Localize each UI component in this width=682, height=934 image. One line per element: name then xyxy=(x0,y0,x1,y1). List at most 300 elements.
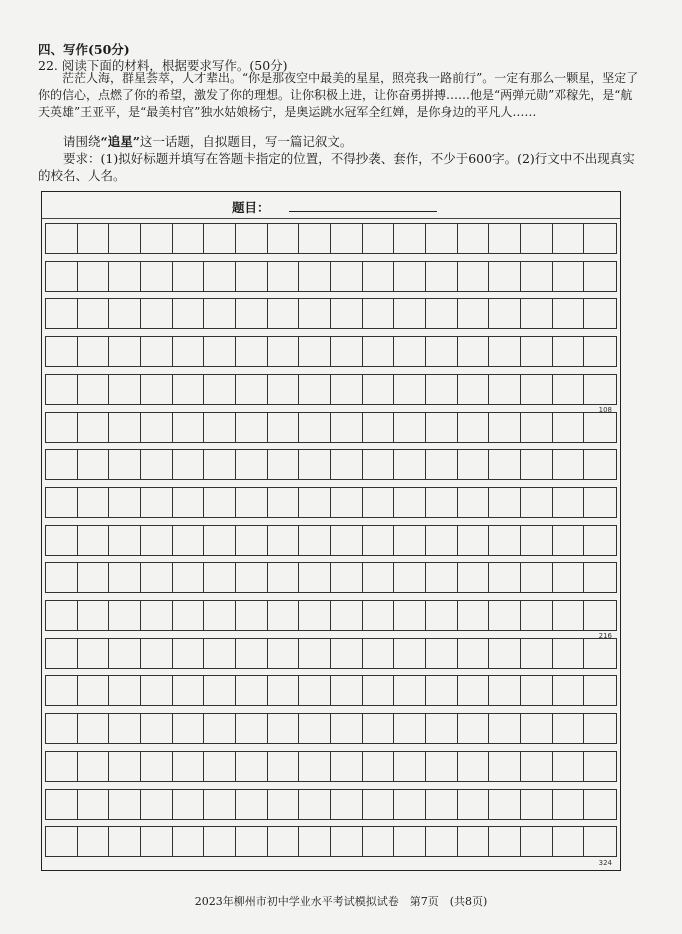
grid-cell[interactable] xyxy=(394,299,426,328)
grid-cell[interactable] xyxy=(173,676,205,705)
grid-cell[interactable] xyxy=(331,714,363,743)
grid-cell[interactable] xyxy=(299,676,331,705)
grid-cell[interactable] xyxy=(78,676,110,705)
grid-cell[interactable] xyxy=(204,752,236,781)
grid-cell[interactable] xyxy=(489,714,521,743)
grid-cell[interactable] xyxy=(331,413,363,442)
grid-cell[interactable] xyxy=(173,262,205,291)
grid-cell[interactable] xyxy=(426,413,458,442)
grid-cell[interactable] xyxy=(394,752,426,781)
grid-cell[interactable] xyxy=(584,299,616,328)
grid-cell[interactable] xyxy=(489,337,521,366)
grid-cell[interactable] xyxy=(173,299,205,328)
grid-cell[interactable] xyxy=(109,563,141,592)
grid-cell[interactable] xyxy=(236,601,268,630)
grid-cell[interactable] xyxy=(46,450,78,479)
grid-cell[interactable] xyxy=(236,827,268,856)
grid-cell[interactable] xyxy=(109,752,141,781)
grid-cell[interactable] xyxy=(363,827,395,856)
grid-cell[interactable] xyxy=(46,827,78,856)
grid-cell[interactable] xyxy=(46,601,78,630)
grid-cell[interactable] xyxy=(268,676,300,705)
grid-cell[interactable] xyxy=(46,224,78,253)
grid-cell[interactable] xyxy=(553,563,585,592)
grid-cell[interactable] xyxy=(299,526,331,555)
grid-cell[interactable] xyxy=(78,413,110,442)
grid-cell[interactable] xyxy=(521,450,553,479)
grid-cell[interactable] xyxy=(521,827,553,856)
grid-cell[interactable] xyxy=(521,714,553,743)
grid-cell[interactable] xyxy=(458,676,490,705)
grid-cell[interactable] xyxy=(331,752,363,781)
grid-cell[interactable] xyxy=(141,488,173,517)
grid-cell[interactable] xyxy=(46,714,78,743)
grid-cell[interactable] xyxy=(363,299,395,328)
grid-cell[interactable] xyxy=(204,790,236,819)
grid-cell[interactable] xyxy=(584,676,616,705)
grid-cell[interactable] xyxy=(268,827,300,856)
grid-cell[interactable] xyxy=(584,752,616,781)
grid-cell[interactable] xyxy=(394,827,426,856)
grid-cell[interactable] xyxy=(109,676,141,705)
grid-cell[interactable] xyxy=(46,752,78,781)
grid-cell[interactable] xyxy=(204,450,236,479)
grid-cell[interactable] xyxy=(46,299,78,328)
grid-cell[interactable] xyxy=(489,526,521,555)
grid-cell[interactable] xyxy=(521,413,553,442)
grid-cell[interactable] xyxy=(204,563,236,592)
grid-cell[interactable] xyxy=(331,676,363,705)
grid-cell[interactable] xyxy=(173,563,205,592)
grid-cell[interactable] xyxy=(173,337,205,366)
grid-cell[interactable] xyxy=(141,526,173,555)
grid-cell[interactable] xyxy=(521,639,553,668)
grid-cell[interactable] xyxy=(394,639,426,668)
grid-cell[interactable] xyxy=(521,601,553,630)
grid-cell[interactable] xyxy=(458,262,490,291)
grid-cell[interactable] xyxy=(584,450,616,479)
grid-cell[interactable] xyxy=(268,563,300,592)
grid-cell[interactable] xyxy=(46,526,78,555)
grid-cell[interactable] xyxy=(331,337,363,366)
grid-cell[interactable] xyxy=(553,752,585,781)
grid-cell[interactable] xyxy=(141,827,173,856)
grid-cell[interactable] xyxy=(268,375,300,404)
grid-cell[interactable] xyxy=(363,676,395,705)
grid-cell[interactable] xyxy=(204,714,236,743)
grid-cell[interactable] xyxy=(109,299,141,328)
grid-cell[interactable] xyxy=(46,262,78,291)
grid-cell[interactable] xyxy=(141,563,173,592)
grid-cell[interactable] xyxy=(331,639,363,668)
grid-cell[interactable] xyxy=(204,262,236,291)
grid-cell[interactable] xyxy=(458,488,490,517)
grid-cell[interactable] xyxy=(331,526,363,555)
grid-cell[interactable] xyxy=(204,676,236,705)
grid-cell[interactable] xyxy=(521,526,553,555)
grid-cell[interactable] xyxy=(173,450,205,479)
grid-cell[interactable] xyxy=(426,224,458,253)
grid-cell[interactable] xyxy=(78,639,110,668)
grid-cell[interactable] xyxy=(426,639,458,668)
grid-cell[interactable] xyxy=(553,676,585,705)
grid-cell[interactable] xyxy=(426,563,458,592)
grid-cell[interactable] xyxy=(141,639,173,668)
grid-cell[interactable] xyxy=(299,224,331,253)
grid-cell[interactable] xyxy=(489,450,521,479)
grid-cell[interactable] xyxy=(109,450,141,479)
grid-cell[interactable] xyxy=(109,413,141,442)
grid-cell[interactable] xyxy=(553,262,585,291)
grid-cell[interactable] xyxy=(426,262,458,291)
grid-cell[interactable] xyxy=(489,827,521,856)
grid-cell[interactable] xyxy=(109,375,141,404)
grid-cell[interactable] xyxy=(331,224,363,253)
grid-cell[interactable] xyxy=(173,224,205,253)
grid-cell[interactable] xyxy=(363,563,395,592)
grid-cell[interactable] xyxy=(584,224,616,253)
grid-cell[interactable] xyxy=(299,827,331,856)
grid-cell[interactable] xyxy=(141,375,173,404)
grid-cell[interactable] xyxy=(521,563,553,592)
grid-cell[interactable] xyxy=(489,563,521,592)
grid-cell[interactable] xyxy=(458,790,490,819)
grid-cell[interactable] xyxy=(78,752,110,781)
grid-cell[interactable] xyxy=(141,752,173,781)
grid-cell[interactable] xyxy=(458,752,490,781)
grid-cell[interactable] xyxy=(331,488,363,517)
grid-cell[interactable] xyxy=(426,676,458,705)
grid-cell[interactable] xyxy=(553,601,585,630)
grid-cell[interactable] xyxy=(331,563,363,592)
grid-cell[interactable] xyxy=(489,299,521,328)
grid-cell[interactable] xyxy=(394,676,426,705)
grid-cell[interactable] xyxy=(204,601,236,630)
grid-cell[interactable] xyxy=(584,413,616,442)
grid-cell[interactable] xyxy=(299,790,331,819)
grid-cell[interactable] xyxy=(109,790,141,819)
grid-cell[interactable] xyxy=(394,526,426,555)
grid-cell[interactable] xyxy=(46,563,78,592)
grid-cell[interactable] xyxy=(299,337,331,366)
grid-cell[interactable] xyxy=(363,375,395,404)
grid-cell[interactable] xyxy=(426,752,458,781)
grid-cell[interactable] xyxy=(521,337,553,366)
grid-cell[interactable] xyxy=(331,601,363,630)
grid-cell[interactable] xyxy=(426,375,458,404)
grid-cell[interactable] xyxy=(78,827,110,856)
grid-cell[interactable] xyxy=(584,488,616,517)
grid-cell[interactable] xyxy=(489,375,521,404)
grid-cell[interactable] xyxy=(173,413,205,442)
grid-cell[interactable] xyxy=(78,563,110,592)
grid-cell[interactable] xyxy=(363,262,395,291)
grid-cell[interactable] xyxy=(299,563,331,592)
grid-cell[interactable] xyxy=(394,601,426,630)
grid-cell[interactable] xyxy=(268,299,300,328)
grid-cell[interactable] xyxy=(458,563,490,592)
grid-cell[interactable] xyxy=(268,526,300,555)
grid-cell[interactable] xyxy=(394,262,426,291)
grid-cell[interactable] xyxy=(109,488,141,517)
grid-cell[interactable] xyxy=(173,639,205,668)
grid-cell[interactable] xyxy=(331,450,363,479)
grid-cell[interactable] xyxy=(236,526,268,555)
grid-cell[interactable] xyxy=(236,299,268,328)
grid-cell[interactable] xyxy=(78,337,110,366)
grid-cell[interactable] xyxy=(299,639,331,668)
grid-cell[interactable] xyxy=(394,413,426,442)
grid-cell[interactable] xyxy=(109,224,141,253)
grid-cell[interactable] xyxy=(236,676,268,705)
grid-cell[interactable] xyxy=(394,714,426,743)
grid-cell[interactable] xyxy=(584,601,616,630)
grid-cell[interactable] xyxy=(46,639,78,668)
grid-cell[interactable] xyxy=(173,488,205,517)
grid-cell[interactable] xyxy=(109,714,141,743)
grid-cell[interactable] xyxy=(109,526,141,555)
grid-cell[interactable] xyxy=(173,526,205,555)
grid-cell[interactable] xyxy=(363,337,395,366)
grid-cell[interactable] xyxy=(584,639,616,668)
grid-cell[interactable] xyxy=(363,526,395,555)
grid-cell[interactable] xyxy=(584,337,616,366)
grid-cell[interactable] xyxy=(299,375,331,404)
grid-cell[interactable] xyxy=(78,601,110,630)
grid-cell[interactable] xyxy=(489,752,521,781)
grid-cell[interactable] xyxy=(46,488,78,517)
grid-cell[interactable] xyxy=(109,337,141,366)
grid-cell[interactable] xyxy=(299,413,331,442)
grid-cell[interactable] xyxy=(521,488,553,517)
grid-cell[interactable] xyxy=(584,563,616,592)
grid-cell[interactable] xyxy=(426,827,458,856)
grid-cell[interactable] xyxy=(204,375,236,404)
grid-cell[interactable] xyxy=(204,337,236,366)
grid-cell[interactable] xyxy=(331,299,363,328)
grid-cell[interactable] xyxy=(426,299,458,328)
grid-cell[interactable] xyxy=(489,262,521,291)
grid-cell[interactable] xyxy=(363,601,395,630)
grid-cell[interactable] xyxy=(394,224,426,253)
grid-cell[interactable] xyxy=(141,299,173,328)
grid-cell[interactable] xyxy=(204,639,236,668)
grid-cell[interactable] xyxy=(458,639,490,668)
grid-cell[interactable] xyxy=(553,827,585,856)
grid-cell[interactable] xyxy=(458,450,490,479)
grid-cell[interactable] xyxy=(236,262,268,291)
grid-cell[interactable] xyxy=(173,752,205,781)
grid-cell[interactable] xyxy=(299,752,331,781)
grid-cell[interactable] xyxy=(141,714,173,743)
grid-cell[interactable] xyxy=(363,790,395,819)
grid-cell[interactable] xyxy=(331,262,363,291)
grid-cell[interactable] xyxy=(394,563,426,592)
grid-cell[interactable] xyxy=(268,224,300,253)
grid-cell[interactable] xyxy=(458,299,490,328)
grid-cell[interactable] xyxy=(553,526,585,555)
grid-cell[interactable] xyxy=(299,488,331,517)
grid-cell[interactable] xyxy=(458,827,490,856)
grid-cell[interactable] xyxy=(141,262,173,291)
grid-cell[interactable] xyxy=(458,413,490,442)
grid-cell[interactable] xyxy=(553,714,585,743)
grid-cell[interactable] xyxy=(268,790,300,819)
grid-cell[interactable] xyxy=(489,488,521,517)
grid-cell[interactable] xyxy=(521,790,553,819)
grid-cell[interactable] xyxy=(489,790,521,819)
grid-cell[interactable] xyxy=(363,639,395,668)
grid-cell[interactable] xyxy=(268,601,300,630)
grid-cell[interactable] xyxy=(458,375,490,404)
grid-cell[interactable] xyxy=(489,676,521,705)
grid-cell[interactable] xyxy=(458,224,490,253)
grid-cell[interactable] xyxy=(78,488,110,517)
grid-cell[interactable] xyxy=(299,450,331,479)
grid-cell[interactable] xyxy=(553,413,585,442)
grid-cell[interactable] xyxy=(204,299,236,328)
grid-cell[interactable] xyxy=(489,639,521,668)
grid-cell[interactable] xyxy=(46,790,78,819)
grid-cell[interactable] xyxy=(363,714,395,743)
grid-cell[interactable] xyxy=(109,262,141,291)
grid-cell[interactable] xyxy=(78,299,110,328)
grid-cell[interactable] xyxy=(521,299,553,328)
grid-cell[interactable] xyxy=(236,563,268,592)
grid-cell[interactable] xyxy=(204,526,236,555)
grid-cell[interactable] xyxy=(521,676,553,705)
grid-cell[interactable] xyxy=(173,714,205,743)
grid-cell[interactable] xyxy=(268,714,300,743)
grid-cell[interactable] xyxy=(584,526,616,555)
grid-cell[interactable] xyxy=(204,224,236,253)
grid-cell[interactable] xyxy=(236,413,268,442)
grid-cell[interactable] xyxy=(141,790,173,819)
grid-cell[interactable] xyxy=(331,790,363,819)
grid-cell[interactable] xyxy=(394,450,426,479)
grid-cell[interactable] xyxy=(46,676,78,705)
grid-cell[interactable] xyxy=(236,375,268,404)
grid-cell[interactable] xyxy=(363,224,395,253)
grid-cell[interactable] xyxy=(236,224,268,253)
grid-cell[interactable] xyxy=(553,488,585,517)
grid-cell[interactable] xyxy=(268,413,300,442)
grid-cell[interactable] xyxy=(458,337,490,366)
grid-cell[interactable] xyxy=(141,337,173,366)
grid-cell[interactable] xyxy=(78,790,110,819)
grid-cell[interactable] xyxy=(394,790,426,819)
grid-cell[interactable] xyxy=(458,601,490,630)
grid-cell[interactable] xyxy=(331,375,363,404)
grid-cell[interactable] xyxy=(426,488,458,517)
grid-cell[interactable] xyxy=(109,639,141,668)
grid-cell[interactable] xyxy=(363,752,395,781)
grid-cell[interactable] xyxy=(553,299,585,328)
grid-cell[interactable] xyxy=(109,601,141,630)
grid-cell[interactable] xyxy=(584,262,616,291)
grid-cell[interactable] xyxy=(489,413,521,442)
grid-cell[interactable] xyxy=(299,262,331,291)
grid-cell[interactable] xyxy=(363,450,395,479)
grid-cell[interactable] xyxy=(426,337,458,366)
grid-cell[interactable] xyxy=(141,601,173,630)
grid-cell[interactable] xyxy=(426,714,458,743)
grid-cell[interactable] xyxy=(489,224,521,253)
grid-cell[interactable] xyxy=(173,827,205,856)
grid-cell[interactable] xyxy=(584,790,616,819)
grid-cell[interactable] xyxy=(363,413,395,442)
grid-cell[interactable] xyxy=(173,790,205,819)
grid-cell[interactable] xyxy=(46,337,78,366)
grid-cell[interactable] xyxy=(236,488,268,517)
grid-cell[interactable] xyxy=(521,262,553,291)
grid-cell[interactable] xyxy=(236,714,268,743)
grid-cell[interactable] xyxy=(141,676,173,705)
grid-cell[interactable] xyxy=(173,601,205,630)
grid-cell[interactable] xyxy=(426,450,458,479)
grid-cell[interactable] xyxy=(204,413,236,442)
grid-cell[interactable] xyxy=(458,526,490,555)
grid-cell[interactable] xyxy=(584,375,616,404)
grid-cell[interactable] xyxy=(236,752,268,781)
grid-cell[interactable] xyxy=(78,450,110,479)
grid-cell[interactable] xyxy=(363,488,395,517)
grid-cell[interactable] xyxy=(78,224,110,253)
grid-cell[interactable] xyxy=(489,601,521,630)
grid-cell[interactable] xyxy=(268,488,300,517)
grid-cell[interactable] xyxy=(268,450,300,479)
grid-cell[interactable] xyxy=(299,299,331,328)
grid-cell[interactable] xyxy=(458,714,490,743)
grid-cell[interactable] xyxy=(204,827,236,856)
grid-cell[interactable] xyxy=(236,450,268,479)
grid-cell[interactable] xyxy=(268,639,300,668)
grid-cell[interactable] xyxy=(46,413,78,442)
grid-cell[interactable] xyxy=(268,752,300,781)
grid-cell[interactable] xyxy=(553,337,585,366)
grid-cell[interactable] xyxy=(553,375,585,404)
grid-cell[interactable] xyxy=(78,262,110,291)
grid-cell[interactable] xyxy=(173,375,205,404)
grid-cell[interactable] xyxy=(78,526,110,555)
grid-cell[interactable] xyxy=(78,375,110,404)
grid-cell[interactable] xyxy=(521,224,553,253)
grid-cell[interactable] xyxy=(141,450,173,479)
grid-cell[interactable] xyxy=(236,337,268,366)
grid-cell[interactable] xyxy=(299,714,331,743)
grid-cell[interactable] xyxy=(109,827,141,856)
grid-cell[interactable] xyxy=(553,639,585,668)
grid-cell[interactable] xyxy=(521,752,553,781)
grid-cell[interactable] xyxy=(394,337,426,366)
grid-cell[interactable] xyxy=(394,488,426,517)
grid-cell[interactable] xyxy=(331,827,363,856)
grid-cell[interactable] xyxy=(553,224,585,253)
grid-cell[interactable] xyxy=(394,375,426,404)
grid-cell[interactable] xyxy=(584,714,616,743)
grid-cell[interactable] xyxy=(521,375,553,404)
grid-cell[interactable] xyxy=(268,262,300,291)
grid-cell[interactable] xyxy=(236,790,268,819)
title-blank[interactable] xyxy=(289,211,437,212)
grid-cell[interactable] xyxy=(426,790,458,819)
grid-cell[interactable] xyxy=(553,790,585,819)
grid-cell[interactable] xyxy=(584,827,616,856)
grid-cell[interactable] xyxy=(426,526,458,555)
grid-cell[interactable] xyxy=(46,375,78,404)
grid-cell[interactable] xyxy=(426,601,458,630)
grid-cell[interactable] xyxy=(553,450,585,479)
